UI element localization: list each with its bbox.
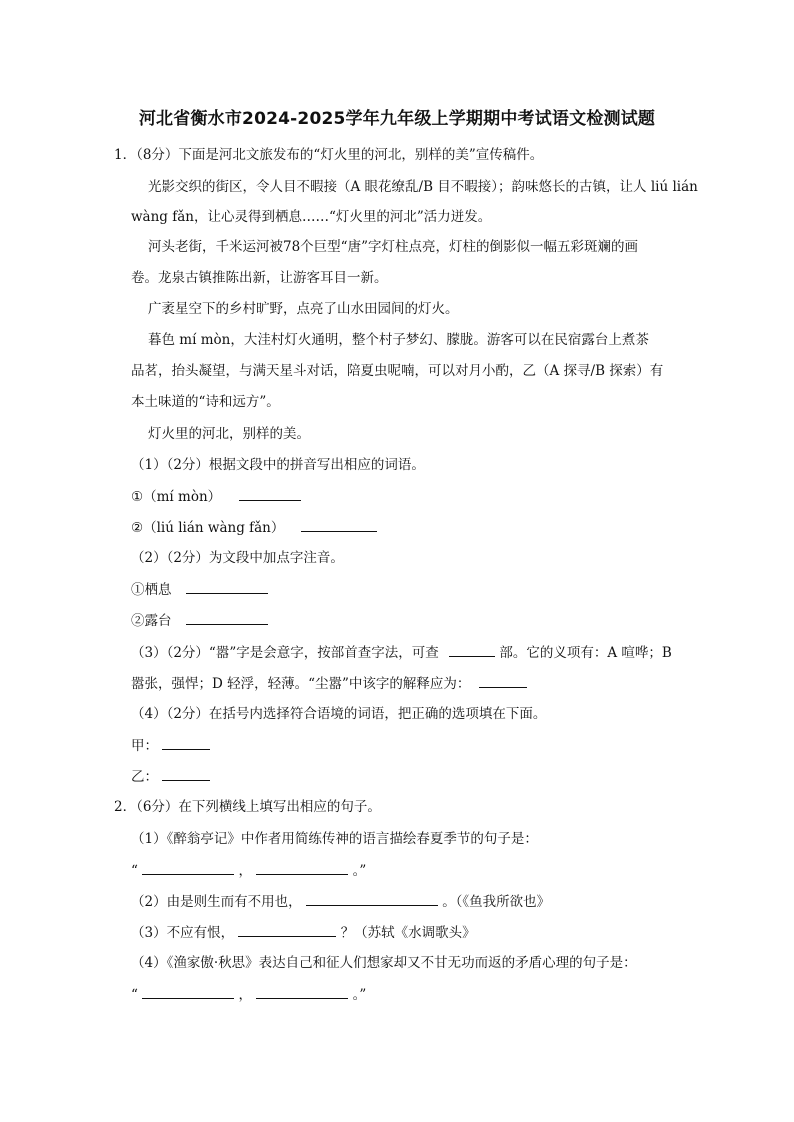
answer-blank[interactable] [301, 518, 377, 532]
choice-label-jia: 甲： [131, 738, 158, 754]
answer-blank[interactable] [162, 767, 210, 781]
open-quote: “ [131, 987, 138, 1003]
annotate-prompt-a: ①栖息 [131, 582, 172, 598]
answer-blank[interactable] [256, 861, 348, 875]
close-quote: 。” [352, 863, 367, 879]
answer-blank[interactable] [238, 923, 336, 937]
answer-blank[interactable] [142, 985, 234, 999]
subquestion-2-4: （4）《渔家傲·秋思》表达自己和征人们想家却又不甘无功而返的矛盾心理的句子是： [131, 955, 637, 971]
open-quote: “ [131, 863, 138, 879]
passage-paragraph-1-line-2: wàng fǎn，让心灵得到栖息……“灯火里的河北”活力迸发。 [131, 209, 492, 225]
question-2-header: 2．（6分）在下列横线上填写出相应的句子。 [114, 799, 381, 815]
choice-label-yi: 乙： [131, 769, 158, 785]
passage-paragraph-4-line-1: 暮色 mí mòn，大洼村灯火通明，整个村子梦幻、朦胧。游客可以在民宿露台上煮茶 [148, 332, 649, 348]
subquestion-1-4-item-a [131, 736, 210, 755]
passage-paragraph-4-line-3: 本土味道的“诗和远方”。 [131, 394, 280, 410]
subquestion-2-1-answer [131, 861, 366, 880]
subquestion-2-3-text-a: （3）不应有恨， [131, 925, 235, 941]
page-title: 河北省衡水市2024-2025学年九年级上学期期中考试语文检测试题 [138, 109, 656, 129]
answer-blank[interactable] [306, 892, 438, 906]
question-1-header: 1．（8分）下面是河北文旅发布的“灯火里的河北，别样的美”宣传稿件。 [114, 147, 544, 163]
passage-paragraph-2-line-1: 河头老街，千米运河被78个巨型“唐”字灯柱点亮，灯柱的倒影似一幅五彩斑斓的画 [148, 239, 638, 255]
answer-blank[interactable] [479, 674, 527, 688]
answer-blank[interactable] [162, 736, 210, 750]
subquestion-2-3-text-b: ？（苏轼《水调歌头》 [340, 925, 476, 941]
subquestion-1-3-line-1 [131, 643, 672, 662]
close-quote: 。” [352, 987, 367, 1003]
subquestion-2-2-text-a: （2）由是则生而有不用也， [131, 894, 302, 910]
annotate-prompt-b: ②露台 [131, 613, 172, 629]
subquestion-1-1-item-b [131, 518, 377, 537]
subquestion-2-1: （1）《醉翁亭记》中作者用简练传神的语言描绘春夏季节的句子是： [131, 831, 538, 847]
answer-blank[interactable] [186, 611, 268, 625]
passage-paragraph-4-line-2: 品茗，抬头凝望，与满天星斗对话，陪夏虫呢喃，可以对月小酌，乙（A 探寻/B 探索）有 [131, 363, 664, 379]
answer-blank[interactable] [256, 985, 348, 999]
subquestion-2-4-answer [131, 985, 366, 1004]
subquestion-1-4: （4）（2分）在括号内选择符合语境的词语，把正确的选项填在下面。 [131, 706, 547, 722]
subquestion-2-2-text-b: 。（《鱼我所欲也》 [442, 894, 551, 910]
subquestion-1-2: （2）（2分）为文段中加点字注音。 [131, 550, 344, 566]
answer-blank[interactable] [239, 487, 301, 501]
subquestion-2-3 [131, 923, 476, 942]
passage-paragraph-2-line-2: 卷。龙泉古镇推陈出新，让游客耳目一新。 [131, 270, 388, 286]
subquestion-1-1: （1）（2分）根据文段中的拼音写出相应的词语。 [131, 457, 425, 473]
subquestion-1-2-item-b [131, 611, 268, 630]
pinyin-prompt-b: ②（liú lián wàng fǎn） [131, 520, 285, 536]
passage-paragraph-3: 广袤星空下的乡村旷野，点亮了山水田园间的灯火。 [148, 301, 459, 317]
subquestion-1-3-text-b: 部。它的义项有：A 喧哗；B [499, 645, 672, 661]
subquestion-1-3-line-2 [131, 674, 527, 693]
subquestion-1-3-text-a: （3）（2分）“嚣”字是会意字，按部首查字法，可查 [131, 645, 439, 661]
answer-blank[interactable] [142, 861, 234, 875]
passage-paragraph-1-line-1: 光影交织的街区，令人目不暇接（A 眼花缭乱/B 目不暇接）；韵味悠长的古镇，让人 liú lián [148, 179, 698, 195]
answer-blank[interactable] [449, 643, 495, 657]
subquestion-1-4-item-b [131, 767, 210, 786]
passage-paragraph-5: 灯火里的河北，别样的美。 [148, 426, 310, 442]
subquestion-2-2 [131, 892, 550, 911]
comma: ， [238, 863, 252, 879]
comma: ， [238, 987, 252, 1003]
subquestion-1-3-text-c: 嚣张，强悍；D 轻浮，轻薄。“尘嚣”中该字的解释应为： [131, 676, 471, 692]
subquestion-1-2-item-a [131, 580, 268, 599]
answer-blank[interactable] [186, 580, 268, 594]
subquestion-1-1-item-a [131, 487, 301, 506]
pinyin-prompt-a: ①（mí mòn） [131, 489, 222, 505]
